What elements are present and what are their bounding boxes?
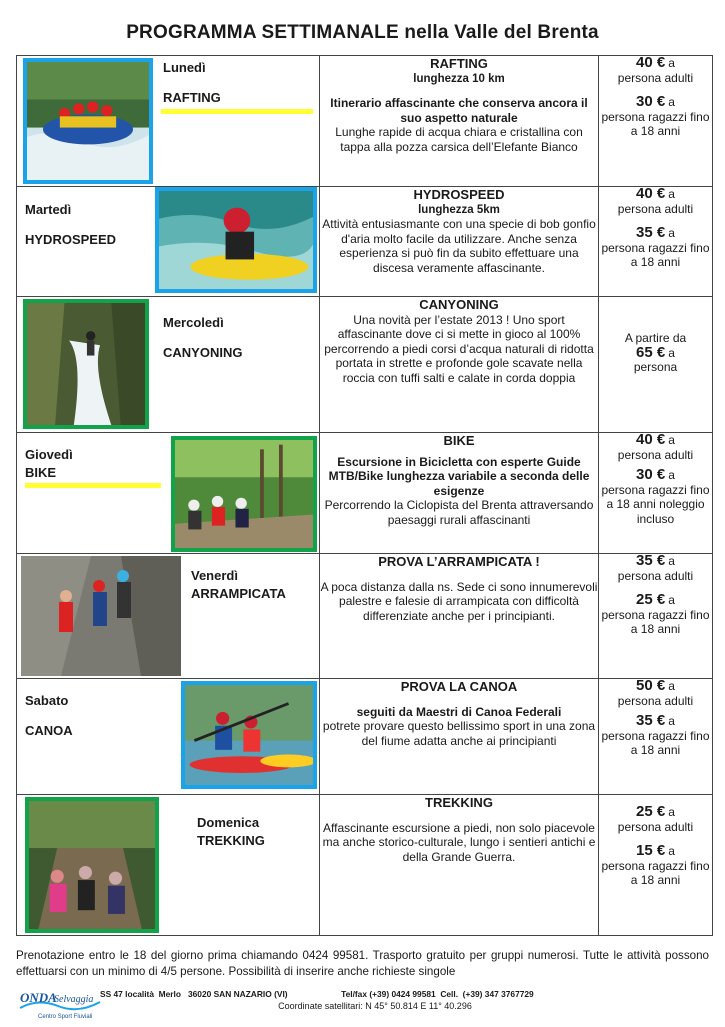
activity-title: PROVA L’ARRAMPICATA ! bbox=[378, 554, 540, 569]
table-row bbox=[17, 795, 713, 936]
activity-text: A poca distanza dalla ns. Sede ci sono innumerevoli palestre e falesie di arrampicata con difficoltà differenziate anche per i principianti. bbox=[320, 579, 598, 623]
activity-text: Attività entusiasmante con una specie di bob gonfio d'aria molto facile da utilizzare. Anche senza esperienza si può fin da subito effettuare una discesa veramente affascinante. bbox=[322, 217, 596, 275]
activity-text: Una novità per l’estate 2013 ! Uno sport affascinante dove ci si mette in gioco al 100% percorrendo a piedi corsi d’acqua naturali di ridotta portata in strette e profonde gole scavate nella roccia con tuffi salti e calate in corda doppia bbox=[324, 312, 594, 385]
table-row bbox=[17, 554, 713, 679]
highlight-bar bbox=[161, 109, 313, 114]
price-label: persona adulti bbox=[617, 447, 694, 462]
table-row bbox=[17, 56, 713, 187]
svg-text:Selvaggia: Selvaggia bbox=[54, 994, 94, 1005]
day-activity: BIKE bbox=[25, 465, 57, 480]
day-name: Martedì bbox=[25, 202, 72, 217]
price-label: persona adulti bbox=[617, 201, 694, 216]
day-label bbox=[25, 202, 116, 248]
activity-text: Lunghe rapide di acqua chiara e cristallina con tappa alla pozza carsica dell’Elefante Bianco bbox=[335, 125, 583, 154]
price-label: persona bbox=[633, 360, 678, 374]
day-label bbox=[25, 693, 73, 739]
day-name: Domenica bbox=[197, 815, 260, 830]
price-adult: 40 € bbox=[636, 54, 666, 71]
price-label: persona adulti bbox=[617, 70, 694, 85]
activity-subtitle: lunghezza 10 km bbox=[413, 72, 505, 85]
price-label: persona adulti bbox=[617, 568, 694, 583]
price-cell: 40 € a persona adulti 30 € a persona ragazzi fino a 18 anni noleggio incluso bbox=[599, 433, 713, 554]
price-label: persona adulti bbox=[617, 693, 694, 708]
price-label: persona adulti bbox=[617, 819, 694, 834]
activity-subtitle: lunghezza 5km bbox=[418, 203, 500, 216]
day-activity: CANOA bbox=[25, 723, 73, 738]
activity-text: Affascinante escursione a piedi, non solo piacevole ma anche storico-culturale, lungo i sentieri antichi e della Grande Guerra. bbox=[322, 820, 596, 864]
activity-lead: Escursione in Bicicletta con esperte Guide MTB/Bike lunghezza variabile a seconda delle esigenze bbox=[328, 454, 590, 498]
price-cell: 25 € a persona adulti 15 € a persona ragazzi fino a 18 anni bbox=[599, 795, 713, 936]
price-adult: 40 € bbox=[636, 185, 666, 202]
table-row bbox=[17, 187, 713, 297]
day-cell bbox=[17, 187, 320, 297]
price-label: persona ragazzi fino a 18 anni bbox=[601, 858, 710, 887]
price-label: persona ragazzi fino a 18 anni bbox=[601, 240, 710, 269]
price-cell: 40 € a persona adulti 35 € a persona ragazzi fino a 18 anni bbox=[599, 187, 713, 297]
coordinates: Coordinate satellitari: N 45° 50.814 E 11° 40.296 bbox=[278, 1001, 472, 1011]
day-activity: TREKKING bbox=[197, 833, 265, 848]
price-from-label: A partire da bbox=[624, 331, 687, 345]
onda-selvaggia-logo bbox=[18, 988, 102, 1022]
page-title: PROGRAMMA SETTIMANALE nella Valle del Brenta bbox=[126, 22, 599, 43]
day-name: Mercoledì bbox=[163, 315, 224, 330]
description-cell bbox=[320, 554, 599, 679]
price-adult: 25 € bbox=[636, 803, 666, 820]
day-activity: HYDROSPEED bbox=[25, 232, 117, 247]
day-label bbox=[25, 447, 73, 481]
price-adult: 40 € bbox=[636, 431, 666, 448]
day-name: Lunedì bbox=[163, 60, 206, 75]
description-cell bbox=[320, 433, 599, 554]
price-cell: A partire da 65 € a persona bbox=[599, 297, 713, 433]
price-youth: 30 € bbox=[636, 93, 666, 110]
activity-text: Percorrendo la Ciclopista del Brenta attraversando paesaggi rurali affascinanti bbox=[324, 498, 594, 527]
day-cell bbox=[17, 554, 320, 679]
price-adult: 65 € bbox=[636, 343, 666, 361]
activity-lead: seguiti da Maestri di Canoa Federali bbox=[356, 704, 562, 719]
day-cell bbox=[17, 679, 320, 795]
day-cell bbox=[17, 795, 320, 936]
rafting-photo bbox=[23, 58, 153, 184]
table-row bbox=[17, 297, 713, 433]
day-label bbox=[163, 60, 221, 106]
price-label: persona ragazzi fino a 18 anni noleggio incluso bbox=[601, 482, 710, 526]
price-youth: 30 € bbox=[636, 466, 666, 483]
address: SS 47 località Merlo 36020 SAN NAZARIO (VI) bbox=[100, 989, 288, 999]
svg-text:ONDA: ONDA bbox=[20, 990, 57, 1005]
day-cell bbox=[17, 297, 320, 433]
activity-title: BIKE bbox=[443, 433, 475, 448]
canoe-photo bbox=[181, 681, 317, 789]
description-cell bbox=[320, 297, 599, 433]
price-adult: 35 € bbox=[636, 552, 666, 569]
description-cell bbox=[320, 56, 599, 187]
trekking-photo bbox=[25, 797, 159, 933]
price-youth: 15 € bbox=[636, 842, 666, 859]
day-label bbox=[163, 315, 242, 361]
price-cell: 40 € a persona adulti 30 € a persona ragazzi fino a 18 anni bbox=[599, 56, 713, 187]
price-youth: 25 € bbox=[636, 591, 666, 608]
day-cell bbox=[17, 56, 320, 187]
day-name: Giovedì bbox=[25, 447, 73, 462]
day-label bbox=[191, 568, 286, 602]
price-label: persona ragazzi fino a 18 anni bbox=[601, 728, 710, 757]
price-label: persona ragazzi fino a 18 anni bbox=[601, 607, 710, 636]
activity-title: CANYONING bbox=[419, 297, 499, 312]
contact-info bbox=[100, 988, 710, 1012]
description-cell bbox=[320, 795, 599, 936]
highlight-bar bbox=[25, 483, 161, 488]
day-cell bbox=[17, 433, 320, 554]
activity-title: HYDROSPEED bbox=[413, 187, 505, 202]
table-row bbox=[17, 433, 713, 554]
description-cell bbox=[320, 679, 599, 795]
table-row bbox=[17, 679, 713, 795]
activity-title: RAFTING bbox=[430, 56, 488, 71]
canyoning-photo bbox=[23, 299, 149, 429]
day-activity: RAFTING bbox=[163, 90, 221, 105]
price-youth: 35 € bbox=[636, 712, 666, 729]
day-label bbox=[197, 815, 265, 849]
day-activity: ARRAMPICATA bbox=[191, 586, 286, 601]
activity-title: TREKKING bbox=[425, 795, 493, 810]
price-cell: 50 € a persona adulti 35 € a persona ragazzi fino a 18 anni bbox=[599, 679, 713, 795]
bike-photo bbox=[171, 436, 317, 552]
price-label: persona ragazzi fino a 18 anni bbox=[601, 109, 710, 138]
booking-info: Prenotazione entro le 18 del giorno prima chiamando 0424 99581. Trasporto gratuito per gruppi numerosi. Tutte le attività possono effettuarsi con un minimo di 4/5 persone. Possibilità di inserire anche richieste singole bbox=[16, 949, 709, 978]
day-name: Sabato bbox=[25, 693, 69, 708]
price-cell: 35 € a persona adulti 25 € a persona ragazzi fino a 18 anni bbox=[599, 554, 713, 679]
activity-lead: Itinerario affascinante che conserva ancora il suo aspetto naturale bbox=[330, 96, 588, 125]
price-youth: 35 € bbox=[636, 224, 666, 241]
phone: Tel/fax (+39) 0424 99581 Cell. (+39) 347 3767729 bbox=[341, 989, 534, 999]
price-adult: 50 € bbox=[636, 677, 666, 694]
hydrospeed-photo bbox=[155, 187, 317, 293]
climbing-photo bbox=[21, 556, 181, 676]
day-activity: CANYONING bbox=[163, 345, 243, 360]
activity-text: potrete provare questo bellissimo sport in una zona del fiume adatta anche ai principianti bbox=[322, 719, 596, 748]
activity-title: PROVA LA CANOA bbox=[400, 679, 518, 694]
svg-text:Centro Sport Fluviali: Centro Sport Fluviali bbox=[38, 1014, 93, 1020]
day-name: Venerdì bbox=[191, 568, 238, 583]
weekly-program-table bbox=[16, 55, 713, 936]
description-cell bbox=[320, 187, 599, 297]
